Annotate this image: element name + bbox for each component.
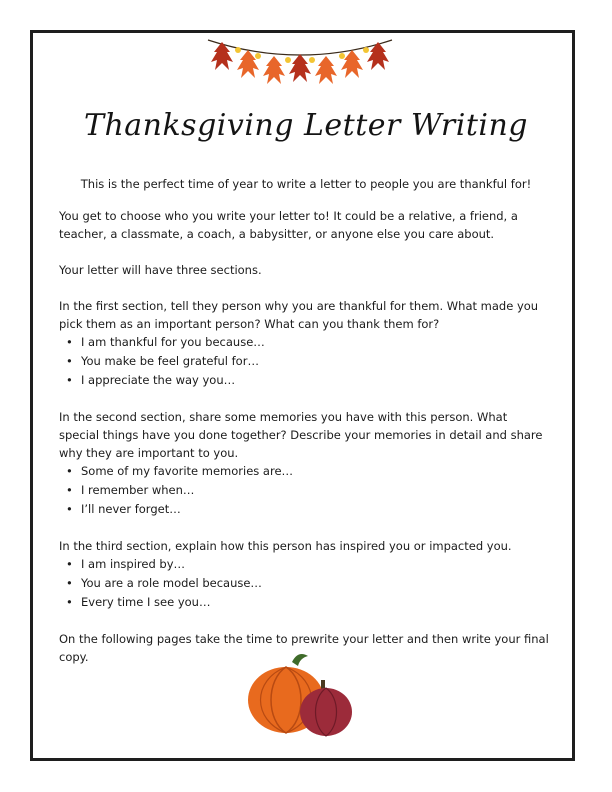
third-section-prompts xyxy=(59,555,549,612)
list-item: • Every time I see you… xyxy=(81,593,549,612)
pumpkins-icon xyxy=(244,650,362,738)
third-section-paragraph: In the third section, explain how this person has inspired you or impacted you. xyxy=(59,539,512,553)
autumn-leaf-garland-icon xyxy=(200,26,400,98)
intro-text: This is the perfect time of year to write a letter to people you are thankful for! xyxy=(80,177,532,191)
closing-paragraph: On the following pages take the time to prewrite your letter and then write your final copy. xyxy=(59,632,549,664)
sections-paragraph: Your letter will have three sections. xyxy=(59,263,262,277)
list-item: • I remember when… xyxy=(81,481,549,500)
first-section-paragraph: In the first section, tell they person why you are thankful for them. What made you pick them as an important person? What can you thank them for? xyxy=(59,299,539,331)
list-item: • You are a role model because… xyxy=(81,574,549,593)
list-item: • I appreciate the way you… xyxy=(81,371,549,390)
list-item: • I am thankful for you because… xyxy=(81,333,549,352)
list-item: • Some of my favorite memories are… xyxy=(81,462,549,481)
page-title: Thanksgiving Letter Writing xyxy=(83,108,529,143)
second-section-paragraph: In the second section, share some memories you have with this person. What special things have you done together? Describe your memories in detail and share why they are important to you. xyxy=(59,410,543,460)
list-item: • I’ll never forget… xyxy=(81,500,549,519)
choose-paragraph: You get to choose who you write your letter to! It could be a relative, a friend, a teacher, a classmate, a coach, a babysitter, or anyone else you care about. xyxy=(59,209,518,241)
first-section-prompts xyxy=(59,333,549,390)
list-item: • You make be feel grateful for… xyxy=(81,352,549,371)
instructions xyxy=(59,207,549,684)
second-section-prompts xyxy=(59,462,549,519)
list-item: • I am inspired by… xyxy=(81,555,549,574)
